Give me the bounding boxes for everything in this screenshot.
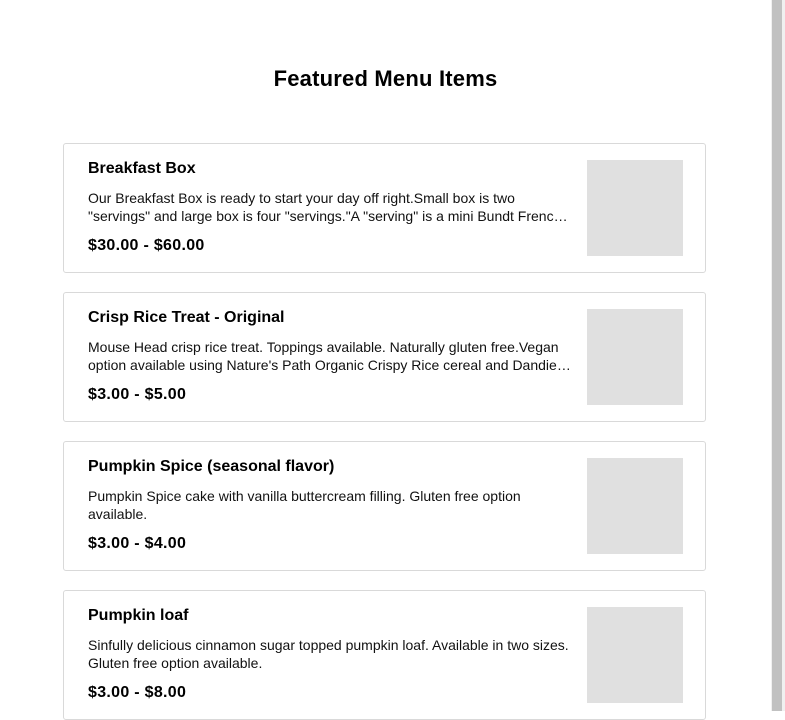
item-name: Pumpkin Spice (seasonal flavor) bbox=[88, 458, 335, 475]
item-price: $3.00 - $4.00 bbox=[88, 535, 187, 552]
item-name: Breakfast Box bbox=[88, 160, 196, 177]
item-image-placeholder bbox=[587, 607, 683, 703]
item-image-placeholder bbox=[587, 309, 683, 405]
item-image-placeholder bbox=[587, 160, 683, 256]
menu-item-card[interactable] bbox=[63, 143, 706, 273]
menu-item-card[interactable] bbox=[63, 292, 706, 422]
item-name: Crisp Rice Treat - Original bbox=[88, 309, 285, 326]
item-description: Our Breakfast Box is ready to start your day off right.Small box is two "servings" and large box is four "servings."A "serving" is a mini Bundt French bbox=[88, 190, 562, 224]
vertical-scrollbar[interactable] bbox=[771, 0, 785, 711]
menu-item-card[interactable] bbox=[63, 590, 706, 720]
item-name: Pumpkin loaf bbox=[88, 607, 189, 624]
item-price: $3.00 - $5.00 bbox=[88, 386, 187, 403]
item-price: $30.00 - $60.00 bbox=[88, 237, 205, 254]
item-description: Mouse Head crisp rice treat. Toppings available. Naturally gluten free.Vegan option available using Nature's Path Organic Crispy Rice cereal and Dandies bbox=[88, 339, 564, 373]
page-title: Featured Menu Items bbox=[273, 66, 498, 91]
menu-item-card[interactable] bbox=[63, 441, 706, 571]
item-description: Pumpkin Spice cake with vanilla buttercream filling. Gluten free option available. bbox=[88, 488, 521, 522]
item-image-placeholder bbox=[587, 458, 683, 554]
scrollbar-thumb[interactable] bbox=[772, 0, 782, 711]
item-description: Sinfully delicious cinnamon sugar topped pumpkin loaf. Available in two sizes. Gluten free option available. bbox=[88, 637, 569, 671]
item-price: $3.00 - $8.00 bbox=[88, 684, 187, 701]
